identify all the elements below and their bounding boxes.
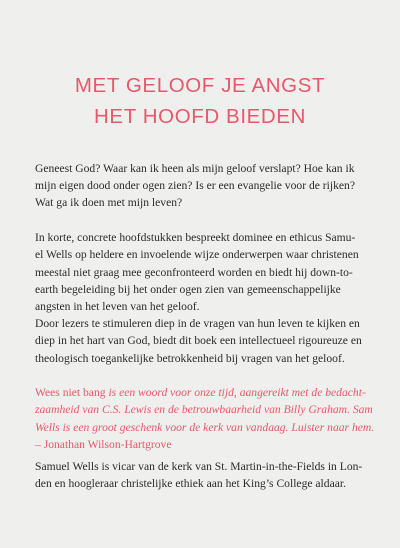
blurb [35,160,375,453]
text-line: theologisch toegankelijke betrokkenheid bij vragen van het geloof. [35,351,345,365]
text-line: earth begeleiding bij het onder ogen zien van gemeenschappelijke [35,282,341,296]
text-line: Samuel Wells is vicar van de kerk van St. Martin-in-the-Fields in Lon- [35,460,363,473]
quote-line [35,384,367,401]
text-line: In korte, concrete hoofdstukken bespreekt dominee en ethicus Samu- [35,231,356,245]
text-line: Geneest God? Waar kan ik heen als mijn geloof verslapt? Hoe kan ik [35,162,355,175]
endorsement-quote [35,384,375,453]
text-line: angsten in het leven van het geloof. [35,299,200,313]
quote-title-phrase: Wees niet bang [35,386,109,400]
text-line: el Wells op heldere en invoelende wijze onderwerpen waar christenen [35,248,359,262]
text-line: diep in het hart van God, biedt dit boek een intellectueel rigoureuze en [35,334,362,348]
title-line-1: MET GELOOF JE ANGST [74,74,326,97]
quote-line: Wells is een groot geschenk voor de kerk van vandaag. Luister naar hem. [35,420,375,434]
author-bio [35,458,367,492]
text-line: den en hoogleraar christelijke ethiek aan het King’s College aldaar. [35,477,346,491]
summary-paragraph [35,229,367,367]
quote-italic-text: is een woord voor onze tijd, aangereikt met de bedacht- [108,386,366,400]
text-line: mijn eigen dood onder ogen zien? Is er een evangelie voor de rijken? [35,179,355,193]
bio-paragraph [35,458,367,492]
text-line: Wat ga ik doen met mijn leven? [35,196,183,210]
quote-attribution: – Jonathan Wilson-Hartgrove [35,437,172,451]
text-line: Door lezers te stimuleren diep in de vragen van hun leven te kijken en [35,317,360,331]
title-line-2: HET HOOFD BIEDEN [94,105,306,128]
quote-line: zaamheid van C.S. Lewis en de betrouwbaarheid van Billy Graham. Sam [35,403,373,417]
text-line: meestal niet graag mee geconfronteerd worden en biedt hij down-to- [35,265,353,279]
book-title [0,70,400,132]
intro-paragraph [35,160,367,212]
